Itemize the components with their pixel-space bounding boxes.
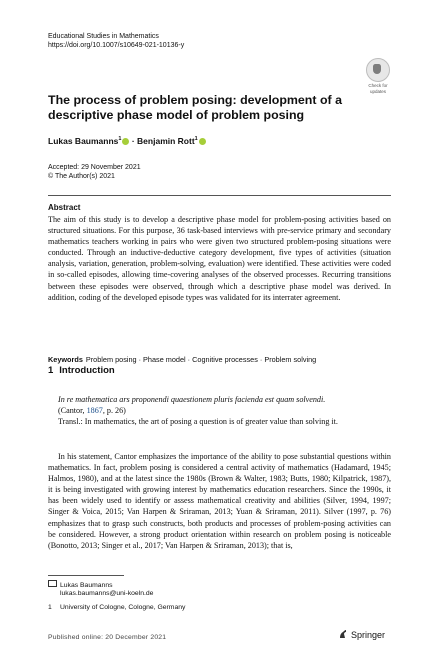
publisher-name: Springer bbox=[351, 630, 386, 640]
citation-link[interactable]: 1867 bbox=[86, 406, 103, 415]
keywords bbox=[48, 355, 391, 364]
abstract-text: The aim of this study is to develop a descriptive phase model for problem-posing activities based on structured situations. For this purpose, 36 task-based interviews with pre-service primary and secondary mathematics teachers working in pairs who were given two structured problem-posing situations were conducted. Through an inductive-deductive category development, five types of activities (situation analysis, variation, generation, problem-solving, evaluation) were identified. These activities were coded in so-called episodes, allowing time-covering analyses of the observed processes. Recurring transitions between these episodes were observed, through which a descriptive phase model was derived. In addition, coding of the developed episode types was validated for its interrater agreement. bbox=[48, 215, 391, 302]
affiliation-ref: 1 bbox=[118, 136, 122, 143]
epigraph-translation: Transl.: In mathematics, the art of posing a question is of greater value than solving it. bbox=[58, 417, 338, 426]
section-heading bbox=[48, 365, 115, 376]
section-title: Introduction bbox=[59, 365, 115, 376]
author-list bbox=[48, 136, 206, 146]
copyright-line: © The Author(s) 2021 bbox=[48, 173, 115, 180]
section-number: 1 bbox=[48, 365, 54, 376]
contact-name: Lukas Baumanns bbox=[60, 582, 113, 589]
journal-header bbox=[48, 32, 184, 50]
badge-line-2: updates bbox=[369, 89, 386, 94]
affiliation-footnote bbox=[48, 603, 185, 612]
check-for-updates-badge[interactable] bbox=[364, 58, 392, 94]
springer-horse-icon bbox=[338, 629, 348, 639]
affiliation-number: 1 bbox=[48, 604, 52, 611]
epigraph-latin: In re mathematica ars proponendi quaestionem pluris facienda est quam solvendi. bbox=[58, 395, 326, 404]
contact-email[interactable]: lukas.baumanns@uni-koeln.de bbox=[60, 590, 154, 597]
affiliation-text: University of Cologne, Cologne, Germany bbox=[60, 604, 186, 611]
journal-name: Educational Studies in Mathematics bbox=[48, 33, 159, 40]
body-paragraph: In his statement, Cantor emphasizes the importance of the ability to pose substantial questions within mathematics. In fact, problem posing is considered a central activity of mathematics (Hadamard, 1945; Halmos, 1980), and at the latest since the 1980s (Brown & Walter, 1983; Butts, 1980; Kilpatrick, 1987), it is being investigated with growing interest by mathematics education researchers. Since the 1990s, it has been widely used to identify or assess mathematical creativity and abilities (Silver, 1994, 1997; Singer & Voica, 2015; Van Harpen & Sriraman, 2013; Yuan & Sriraman, 2011). Silver (1997, p. 76) emphasizes that to grasp such constructs, both products and processes of problem-posing activities can be considered. However, a strong product orientation within research on problem posing is noticeable (Bonotto, 2013; Singer et al., 2017; Van Harpen & Sriraman, 2013); that is, bbox=[48, 452, 391, 550]
article-dates bbox=[48, 163, 141, 181]
citation-text: (Cantor, bbox=[58, 406, 87, 415]
envelope-icon bbox=[48, 580, 57, 587]
footnote-rule bbox=[48, 575, 124, 576]
author-name[interactable]: Benjamin Rott bbox=[137, 136, 195, 146]
abstract-top-rule bbox=[48, 195, 391, 196]
article-title: The process of problem posing: development of a descriptive phase model of problem posing bbox=[48, 93, 342, 122]
keywords-list: Problem posing · Phase model · Cognitive processes · Problem solving bbox=[85, 355, 317, 364]
bookmark-icon bbox=[366, 58, 390, 82]
doi-link[interactable]: https://doi.org/10.1007/s10649-021-10136-y bbox=[48, 42, 185, 49]
orcid-icon[interactable] bbox=[199, 138, 206, 145]
keywords-label: Keywords bbox=[48, 355, 83, 364]
orcid-icon[interactable] bbox=[122, 138, 129, 145]
author-separator: · bbox=[131, 136, 135, 146]
published-online: Published online: 20 December 2021 bbox=[48, 634, 167, 641]
epigraph-citation bbox=[58, 405, 391, 416]
abstract-heading: Abstract bbox=[48, 203, 81, 212]
affiliation-ref: 1 bbox=[194, 136, 198, 143]
citation-text: , p. 26) bbox=[102, 406, 126, 415]
accepted-date: Accepted: 29 November 2021 bbox=[48, 164, 141, 171]
author-name[interactable]: Lukas Baumanns bbox=[48, 136, 119, 146]
publisher-logo bbox=[338, 629, 385, 640]
badge-line-1: Check for bbox=[368, 83, 388, 88]
